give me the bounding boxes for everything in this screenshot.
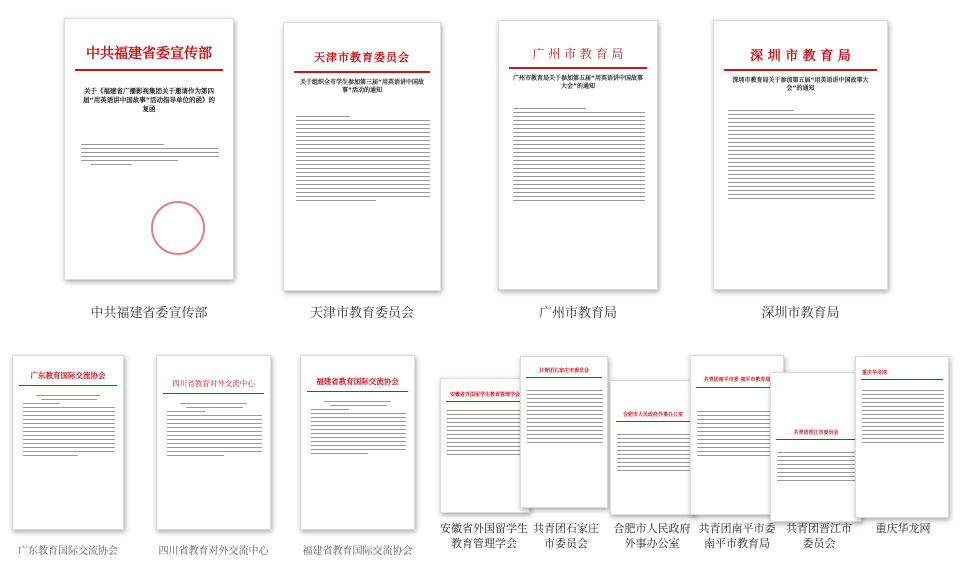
document-sichuan-center[interactable] bbox=[156, 355, 271, 530]
body-text bbox=[447, 407, 525, 458]
body-text bbox=[23, 392, 115, 459]
document-hefei-foreign-affairs[interactable] bbox=[610, 380, 696, 515]
header-rule bbox=[19, 385, 117, 386]
header-rule bbox=[307, 391, 408, 392]
header-rule bbox=[776, 439, 856, 440]
body-text bbox=[513, 105, 645, 204]
caption-fujian-association: 福建省教育国际交流协会 bbox=[302, 546, 413, 557]
document-title: 关于《福建省广播影视集团关于邀请作为第四届“用英语讲中国故事”活动指导单位的函》的复函 bbox=[82, 87, 216, 113]
document-header: 广 州 市 教 育 局 bbox=[532, 47, 624, 61]
document-header: 共青团晋江市委员会 bbox=[793, 430, 839, 436]
header-rule bbox=[509, 67, 647, 69]
header-rule bbox=[526, 377, 602, 378]
document-chongqing-hualong[interactable] bbox=[855, 356, 949, 518]
document-title: 深圳市教育局关于参加第五届“用英语讲中国故事大会”的通知 bbox=[732, 77, 869, 93]
header-rule bbox=[446, 401, 524, 402]
caption-guangdong-association: 广东教育国际交流协会 bbox=[18, 546, 118, 557]
body-text bbox=[296, 113, 430, 204]
caption-tianjin-education: 天津市教育委员会 bbox=[309, 306, 414, 321]
body-text bbox=[862, 387, 944, 446]
document-header: 四川省教育对外交流中心 bbox=[172, 379, 255, 388]
document-fujian-association[interactable] bbox=[300, 355, 415, 530]
document-header: 共青团南平市委 南平市教育局 bbox=[703, 377, 771, 383]
document-anhui-society[interactable] bbox=[440, 378, 530, 513]
document-jinjiang-league[interactable] bbox=[770, 372, 862, 522]
caption-shenzhen-education: 深圳市教育局 bbox=[761, 306, 840, 321]
caption-chongqing-hualong: 重庆华龙网 bbox=[875, 522, 931, 535]
caption-fujian-propaganda: 中共福建省委宣传部 bbox=[90, 306, 208, 321]
caption-anhui-society: 安徽省外国留学生教育管理学会 bbox=[440, 522, 528, 550]
document-header: 福建省教育国际交流协会 bbox=[316, 377, 399, 386]
caption-guangzhou-education: 广州市教育局 bbox=[538, 306, 617, 321]
body-text bbox=[697, 408, 779, 459]
document-header: 广东教育国际交流协会 bbox=[30, 371, 106, 380]
body-text bbox=[728, 107, 875, 202]
body-text bbox=[617, 431, 691, 474]
header-rule bbox=[294, 71, 430, 73]
document-shenzhen-education[interactable] bbox=[713, 20, 888, 290]
official-seal bbox=[151, 201, 205, 255]
caption-sichuan-center: 四川省教育对外交流中心 bbox=[158, 546, 269, 557]
header-rule bbox=[861, 379, 943, 380]
document-header: 共青团石家庄市委员会 bbox=[538, 368, 589, 374]
document-tianjin-education[interactable] bbox=[283, 22, 441, 291]
document-header: 天津市教育委员会 bbox=[314, 51, 410, 64]
document-title: 关于组织全市学生参加第三届“用英语讲中国故事”活动的通知 bbox=[300, 79, 424, 95]
body-text bbox=[167, 400, 262, 459]
document-title: 广州市教育局关于参加第五届“用英语讲中国故事大会”的通知 bbox=[513, 75, 643, 91]
body-text bbox=[81, 141, 219, 168]
body-text bbox=[527, 387, 603, 446]
header-rule bbox=[75, 69, 223, 71]
body-text bbox=[777, 449, 857, 484]
header-rule bbox=[616, 421, 690, 422]
document-header: 重庆华龙网 bbox=[862, 370, 888, 376]
document-header: 中共福建省委宣传部 bbox=[86, 46, 212, 62]
body-text bbox=[311, 398, 406, 457]
caption-jinjiang-league: 共青团晋江市委员会 bbox=[786, 522, 852, 550]
header-rule bbox=[724, 69, 877, 71]
document-header: 合肥市人民政府外事办公室 bbox=[622, 412, 683, 418]
caption-shijiazhuang-league: 共青团石家庄市委员会 bbox=[533, 522, 599, 550]
caption-hefei-foreign-affairs: 合肥市人民政府外事办公室 bbox=[613, 522, 691, 550]
caption-nanping-league: 共青团南平市委南平市教育局 bbox=[698, 522, 776, 550]
header-rule bbox=[696, 387, 778, 388]
document-fujian-propaganda[interactable] bbox=[64, 18, 234, 280]
document-shijiazhuang-league[interactable] bbox=[520, 356, 608, 508]
document-header: 安徽省外国留学生教育管理学会 bbox=[449, 392, 520, 398]
document-header: 深 圳 市 教 育 局 bbox=[750, 49, 851, 64]
document-guangdong-association[interactable] bbox=[12, 355, 124, 530]
header-rule bbox=[163, 393, 264, 394]
document-guangzhou-education[interactable] bbox=[498, 20, 658, 290]
